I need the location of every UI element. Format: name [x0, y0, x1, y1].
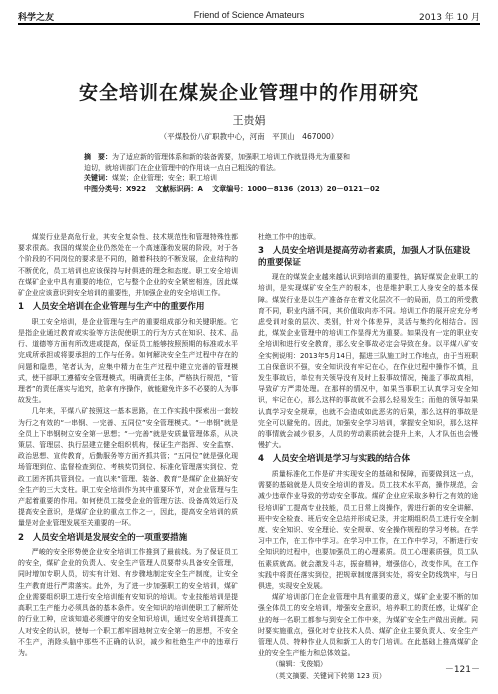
section-heading-1: 1 人员安全培训在企业管理与生产中的重要作用 — [18, 302, 205, 313]
page-number: －121－ — [444, 665, 480, 675]
paragraph: 职工安全培训，是企业管理与生产的重要组成部分和关键职能。它是指企业通过教育或实验等方法促使职工的行为方式在知识、技术、品行、道德等方面有所改进或提高，保证员工能够按照预期的标准或水平完成所承担或将要承担的工作与任务。如何解决安全生产过程中存在的问题和隐患，笔者认为，应集中精力在生产过程中建立完善的管理模式，使干部职工遵循安全管理模式，明确责任主体，严格执行规范，“管理者”的责任落实与追究，抢拿有序操作，就能避免许多不必要的人为事故发生。 — [18, 317, 238, 405]
header-rule — [18, 23, 480, 25]
right-column — [258, 232, 478, 682]
abstract-label: 摘 要： — [84, 153, 112, 161]
keywords-line — [84, 173, 414, 184]
section-heading-2: 2 人员安全培训是发展安全的一项重要措施 — [18, 532, 188, 543]
abstract-block — [84, 152, 414, 194]
keywords-label: 关键词： — [84, 174, 112, 182]
article-title: 安全培训在煤炭企业管理中的作用研究 — [78, 82, 419, 104]
paragraph: 杜绝工作中的违章。 — [258, 233, 321, 241]
journal-name-cn: 科学之友 — [18, 13, 55, 23]
paragraph: 现在的煤炭企业越来越认识到培训的重要性，搞好煤炭企业职工的培训，是实现煤矿安全生产的根本，也是维护职工人身安全的基本保障。煤炭行业是以生产准备存在着文化层次不一的局面，员工的所受教育不同，职业内涵不同，其价值取向亦不同。培训工作的展开应充分考虑受训对象的层次、类别，针对个体差异，灵活与集约化相结合。因此，煤炭企业管理中的培训工作显得尤为重要。如果没有一定的职业安全培训和进行安全教育，那么安全事故必定会导致在身。以平煤八矿安全实例说明：2013年5月14日，掘进三队施工时工作地点，由于当班职工自保意识不强，安全知识没有牢记在心，在作业过程中操作不慎，且发生事故后，单位有关领导没有及时上报事故情况，掩盖了事故真相，导致矿方严肃处理。在那样的情况中，如果当事职工认真学习安全知识，牢记在心，那么这样的事故就不会那么轻易发生；而他的领导如果认真学习安全规章，也就不会造成如此恶劣的后果，那么这样的事故是完全可以避免的。因此，加强安全学习培训，掌握安全知识，那么这样的事情就会减少很多，人员的劳动素质就会提升上来，人才队伍也会慢慢扩大。 — [258, 273, 478, 450]
paragraph: 质量标准化工作是矿井实现安全的基础和保障，而要做到这一点，需要的基础就是人员安全培训的普及。员工技术水平高，操作规范，会减少违章作业导致的劳动安全事故。煤矿企业应采取多种行之有效的途径培训矿工提高专业技能，员工日常上岗操作，需进行新的安全讲解、班中安全检查、班后安全总结并形成记录，并定期组织员工进行安全制度、安全知识、安全理论、安全规章、安全操作规程的学习考核。在学习中工作，在工作中学习。在学习中工作，在工作中学习，不断进行安全知识的过程中，也要加强员工的心理素质。员工心理素质强，员工队伍素质就高。就会激发斗志，振奋精神，增强信心，改变作风，在工作实践中将责任落实到位，把规章制度落到实处，将安全防线筑牢，与日俱进，实现安全发展。 — [258, 469, 478, 590]
abstract-text-2: 迫切，就培训部门在企业管理中的作用谈一点自己粗浅的看法。 — [84, 163, 280, 172]
paragraph: 煤矿培训部门在企业管理中具有重要的意义，煤矿企业要不断的加强全体员工的安全培训，增强安全意识，培养职工的责任感，让煤矿企业的每一名职工都参与到安全工作中来，为煤矿安全生产做出贡献。同时要实施重点，强化对专业技术人员、煤矿企业主要负责人、安全生产管理人员、特种作业人员和新工人的专门培训。在此基础上推高煤矿企业的安全生产能力和总体效益。 — [258, 593, 478, 658]
intro-paragraph: 煤炭行业是高危行业，其安全复杂性、技术规范性和管理特殊性都要求很高。我国的煤炭企业仍然处在一个高速蓬勃发展的阶段，对于各个阶段的不同岗位的要求是不同的，随着科技的不断发展，企业结构的不断优化，员工培训也应该保持与时俱进的理念和态度。职工安全培训在煤矿企业中具有重要的地位，它与整个企业的安全紧密相连，因此煤矿企业应该意识到安全培训的重要性，并加强企业的安全培训工作。 — [18, 233, 238, 298]
journal-name-en: Friend of Science Amateurs — [193, 10, 305, 20]
editor-note: （编辑：戈俊娟） — [271, 660, 327, 669]
author-affiliation: （平煤股份八矿职教中心，河南 平顶山 467000） — [159, 132, 339, 141]
running-header — [18, 6, 480, 24]
section-heading-3: 3 人员安全培训是提高劳动者素质，加强人才队伍建设的重要保证 — [258, 246, 471, 268]
paragraph: 几年来，平煤八矿按照这一基本思路，在工作实践中探索出一套较为行之有效的“一串钢、一完善、五同位”安全管理模式。“一串钢”就是全员上下串钢树立安全第一思想；“一完善”就是安质量管理体系，从决策层、管理层、执行层建立健全组织机构，保证生产指挥、安全监察、政治思想、宣传教育，后勤服务等方面齐抓共管；“五同位”就是强化现场管理到位、监督检查到位、考核奖罚到位、标准化管理落实到位、党政工团齐抓共管到位。一直以来“管理、装备、教育”是煤矿企业搞好安全生产的三大支柱。职工安全培训作为其中重要环节，对企业管理与生产起着重要的作用。如何使员工接受企业的管理方法、设备高效运行及提高安全意识，是煤矿企业的重点工作之一，因此，提高安全培训的质量是对企业管理发展至关重要的一环。 — [18, 407, 238, 528]
keywords-text: 煤炭；企业管理；安全；职工培训 — [112, 174, 217, 182]
continuation-note: （英文摘要、关键词下转第 123 页） — [271, 671, 386, 680]
article-author: 王贵娟 — [232, 114, 266, 127]
abstract-line-1 — [84, 152, 414, 163]
abstract-text-1: 为了适应新的管理体系和新的装备需要，加强职工培训工作就显得尤为重要和 — [112, 153, 350, 161]
issue-date: 2013 年 10 月 — [419, 13, 480, 23]
left-column — [18, 232, 238, 659]
paragraph: 严峻的安全形势使企业安全培训工作推到了最前线。为了保证员工的安全，煤矿企业的负责人、安全生产管理人员要带头具备安全管理，同时增加专职人员，切实有计划、有步骤地制定安全生产制度，让安全生产教育进行严肃落实。此外，为了进一步加强职工的安全培训，煤矿企业需要组织职工进行安全培训能有安知识的培训。专业技能培训是提高职工生产能力必须具备的基本条件。安全知识的培训使职工了解所处的行业工种，应该知道必须遵守的安全知识培训，通过安全培训提高工人对安全的认识，使每一个职工都牢固地树立安全第一的思想，不安全不生产，消除头脑中那些不正确的认识，减少和杜绝生产中的违章行为。 — [18, 548, 238, 657]
classification-meta: 中图分类号：X922 文献标识码：A 文章编号：1000－8136（2013）20－0121－02 — [84, 184, 380, 193]
section-heading-4: 4 人员安全培训是学习与实践的结合体 — [258, 454, 411, 465]
